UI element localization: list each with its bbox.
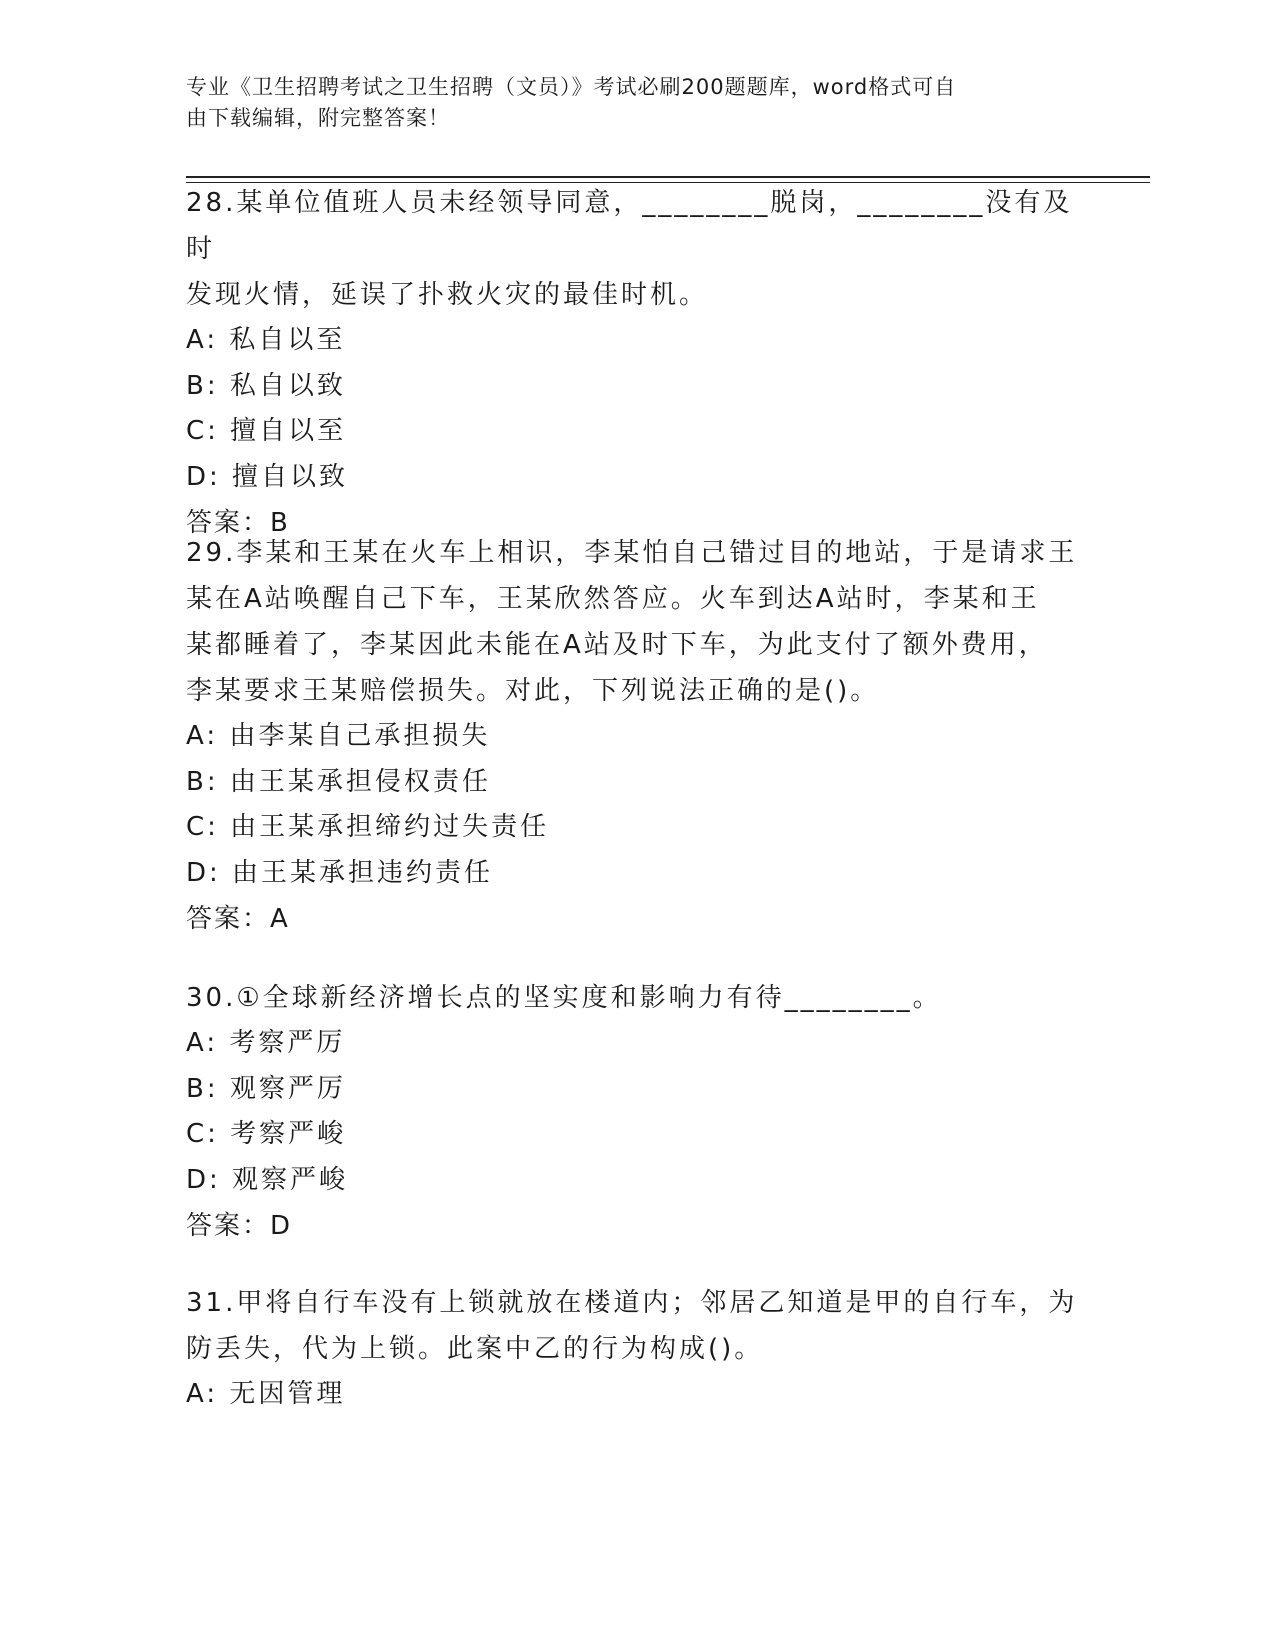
question-stem-line: 31.甲将自行车没有上锁就放在楼道内；邻居乙知道是甲的自行车，为 — [186, 1288, 1078, 1318]
option-d: D: 擅自以致 — [186, 461, 349, 492]
option-c: C: 考察严峻 — [186, 1119, 347, 1149]
option-d: D: 由王某承担违约责任 — [186, 857, 494, 888]
option-c: C: 擅自以至 — [186, 416, 347, 446]
question-31 — [186, 1280, 1086, 1418]
option-b: B: 私自以致 — [186, 370, 346, 401]
question-stem-line: 30.①全球新经济增长点的坚实度和影响力有待________。 — [186, 983, 942, 1013]
answer-line: 答案：A — [186, 904, 290, 934]
question-29 — [186, 530, 1086, 942]
document-header — [186, 72, 1066, 134]
option-b: B: 由王某承担侵权责任 — [186, 766, 491, 797]
option-a: A: 无因管理 — [186, 1379, 346, 1409]
header-line-2: 由下载编辑，附完整答案！ — [186, 106, 450, 130]
header-line-1: 专业《卫生招聘考试之卫生招聘（文员）》考试必刷200题题库，word格式可自 — [186, 75, 957, 99]
question-stem-line: 某在A站唤醒自己下车，王某欣然答应。火车到达A站时，李某和王 — [186, 584, 1040, 614]
answer-line: 答案：D — [186, 1211, 293, 1241]
question-stem-line: 防丢失，代为上锁。此案中乙的行为构成()。 — [186, 1334, 764, 1364]
question-30 — [186, 975, 1086, 1249]
question-stem-line: 某都睡着了，李某因此未能在A站及时下车，为此支付了额外费用， — [186, 630, 1048, 660]
question-28 — [186, 180, 1086, 546]
question-stem-line: 28.某单位值班人员未经领导同意，________脱岗，________没有及时 — [186, 188, 1073, 264]
answer-line: 答案：B — [186, 508, 290, 538]
option-c: C: 由王某承担缔约过失责任 — [186, 812, 550, 842]
option-d: D: 观察严峻 — [186, 1164, 349, 1195]
header-divider-thick — [186, 176, 1150, 178]
option-a: A: 私自以至 — [186, 325, 346, 355]
option-b: B: 观察严厉 — [186, 1073, 346, 1104]
question-stem-line: 李某要求王某赔偿损失。对此，下列说法正确的是()。 — [186, 676, 880, 706]
question-stem-line: 发现火情，延误了扑救火灾的最佳时机。 — [186, 280, 709, 310]
option-a: A: 考察严厉 — [186, 1028, 346, 1058]
option-a: A: 由李某自己承担损失 — [186, 721, 491, 751]
question-stem-line: 29.李某和王某在火车上相识，李某怕自己错过目的地站，于是请求王 — [186, 538, 1078, 568]
